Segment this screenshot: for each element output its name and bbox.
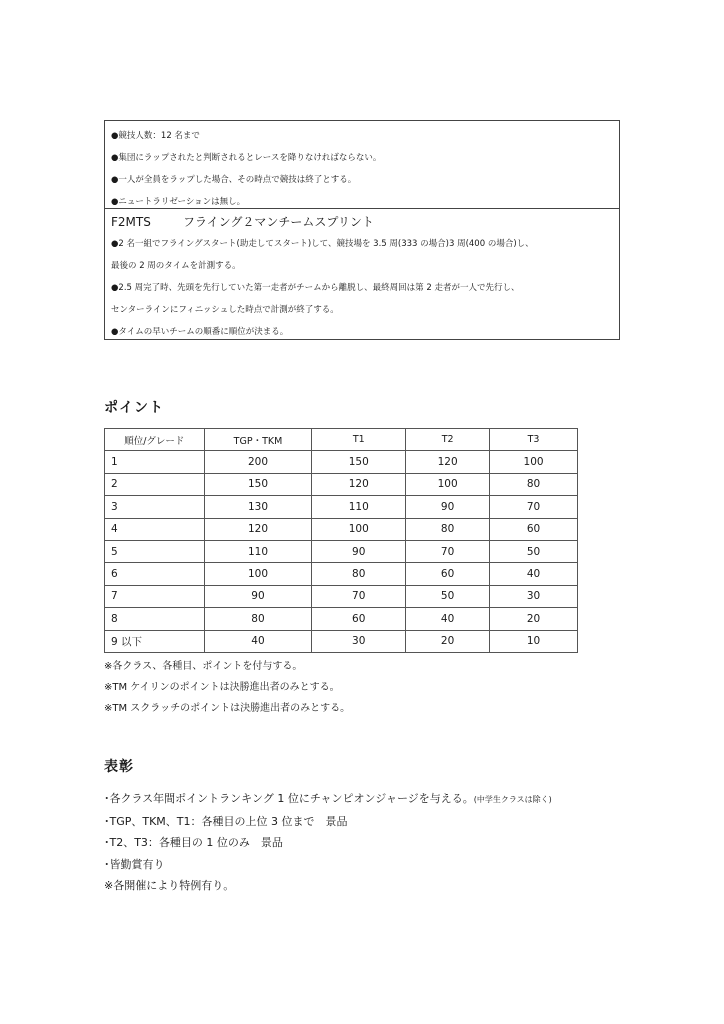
points-cell: 110 xyxy=(204,540,312,562)
rank-cell: 6 xyxy=(105,563,205,585)
award-line xyxy=(104,788,552,811)
points-cell: 80 xyxy=(312,563,406,585)
points-cell: 100 xyxy=(490,451,578,473)
points-cell: 40 xyxy=(204,630,312,652)
points-cell: 150 xyxy=(204,473,312,495)
table-row xyxy=(105,563,578,585)
points-cell: 30 xyxy=(312,630,406,652)
table-row xyxy=(105,608,578,630)
table-row xyxy=(105,496,578,518)
rank-cell: 5 xyxy=(105,540,205,562)
awards-title: 表彰 xyxy=(104,759,134,775)
points-cell: 40 xyxy=(490,563,578,585)
table-row xyxy=(105,585,578,607)
rank-cell: 1 xyxy=(105,451,205,473)
points-cell: 150 xyxy=(312,451,406,473)
award-line: ･T2、T3：各種目の 1 位のみ 景品 xyxy=(104,836,283,849)
points-cell: 60 xyxy=(312,608,406,630)
points-notes xyxy=(104,656,350,719)
award-line: ※各開催により特例有り。 xyxy=(104,879,235,892)
points-cell: 70 xyxy=(406,540,490,562)
points-table xyxy=(104,428,578,653)
award-line-main: ･各クラス年間ポイントランキング 1 位にチャンピオンジャージを与える。 xyxy=(104,792,474,805)
points-cell: 20 xyxy=(490,608,578,630)
note-line: ※各クラス、各種目、ポイントを付与する。 xyxy=(104,661,303,672)
points-cell: 70 xyxy=(312,585,406,607)
event-name: フライング２マンチームスプリント xyxy=(183,215,374,229)
header-t3: T3 xyxy=(490,429,578,451)
note-line: ※TM スクラッチのポイントは決勝進出者のみとする。 xyxy=(104,703,351,714)
rank-cell: 7 xyxy=(105,585,205,607)
note-line: ※TM ケイリンのポイントは決勝進出者のみとする。 xyxy=(104,682,340,693)
rule-line: ●集団にラップされたと判断されるとレースを降りなければならない。 xyxy=(111,153,382,163)
awards-list xyxy=(104,788,552,897)
award-line: ･皆勤賞有り xyxy=(104,857,165,871)
table-row xyxy=(105,540,578,562)
points-cell: 100 xyxy=(312,518,406,540)
points-cell: 200 xyxy=(204,451,312,473)
rules-box xyxy=(104,120,620,340)
event-rule-line: センターラインにフィニッシュした時点で計測が終了する。 xyxy=(111,305,339,315)
points-cell: 30 xyxy=(490,585,578,607)
header-tgp-tkm: TGP・TKM xyxy=(204,429,312,451)
points-cell: 10 xyxy=(490,630,578,652)
points-cell: 120 xyxy=(406,451,490,473)
rule-line: ●競技人数：12 名まで xyxy=(111,131,200,141)
points-cell: 120 xyxy=(312,473,406,495)
points-cell: 80 xyxy=(490,473,578,495)
points-cell: 60 xyxy=(490,518,578,540)
points-cell: 70 xyxy=(490,496,578,518)
event-rule-line: ●2.5 周完了時、先頭を先行していた第一走者がチームから離脱し、最終周回は第 2 走者が一人で先行し、 xyxy=(111,283,520,293)
points-cell: 90 xyxy=(406,496,490,518)
award-line: ･TGP、TKM、T1：各種目の上位 3 位まで 景品 xyxy=(104,814,348,828)
points-cell: 100 xyxy=(406,473,490,495)
table-row xyxy=(105,451,578,473)
points-cell: 40 xyxy=(406,608,490,630)
points-cell: 80 xyxy=(406,518,490,540)
rank-cell: 4 xyxy=(105,518,205,540)
general-rules xyxy=(105,121,619,209)
table-row xyxy=(105,630,578,652)
event-rule-line: ●タイムの早いチームの順番に順位が決まる。 xyxy=(111,327,289,337)
points-cell: 130 xyxy=(204,496,312,518)
points-cell: 110 xyxy=(312,496,406,518)
rank-cell: 2 xyxy=(105,473,205,495)
event-code: F2MTS xyxy=(111,215,151,229)
rule-line: ●ニュートラリゼーションは無し。 xyxy=(111,197,246,207)
points-cell: 20 xyxy=(406,630,490,652)
points-cell: 50 xyxy=(406,585,490,607)
points-cell: 90 xyxy=(312,540,406,562)
rule-line: ●一人が全員をラップした場合、その時点で競技は終了とする。 xyxy=(111,175,357,185)
header-rank: 順位/グレード xyxy=(105,429,205,451)
points-cell: 80 xyxy=(204,608,312,630)
points-cell: 60 xyxy=(406,563,490,585)
points-cell: 100 xyxy=(204,563,312,585)
points-cell: 90 xyxy=(204,585,312,607)
event-rules xyxy=(105,209,619,343)
rank-cell: 3 xyxy=(105,496,205,518)
table-header-row xyxy=(105,429,578,451)
event-rule-line: 最後の 2 周のタイムを計測する。 xyxy=(111,261,241,271)
points-cell: 120 xyxy=(204,518,312,540)
header-t2: T2 xyxy=(406,429,490,451)
award-line-note: (中学生クラスは除く) xyxy=(473,795,552,804)
table-row xyxy=(105,518,578,540)
points-cell: 50 xyxy=(490,540,578,562)
rank-cell: 8 xyxy=(105,608,205,630)
header-t1: T1 xyxy=(312,429,406,451)
points-title: ポイント xyxy=(104,400,164,416)
rank-cell: 9 以下 xyxy=(105,630,205,652)
event-rule-line: ●2 名一組でフライングスタート(助走してスタート)して、競技場を 3.5 周(333 の場合)3 周(400 の場合)し、 xyxy=(111,239,534,249)
table-row xyxy=(105,473,578,495)
event-heading xyxy=(111,211,613,233)
